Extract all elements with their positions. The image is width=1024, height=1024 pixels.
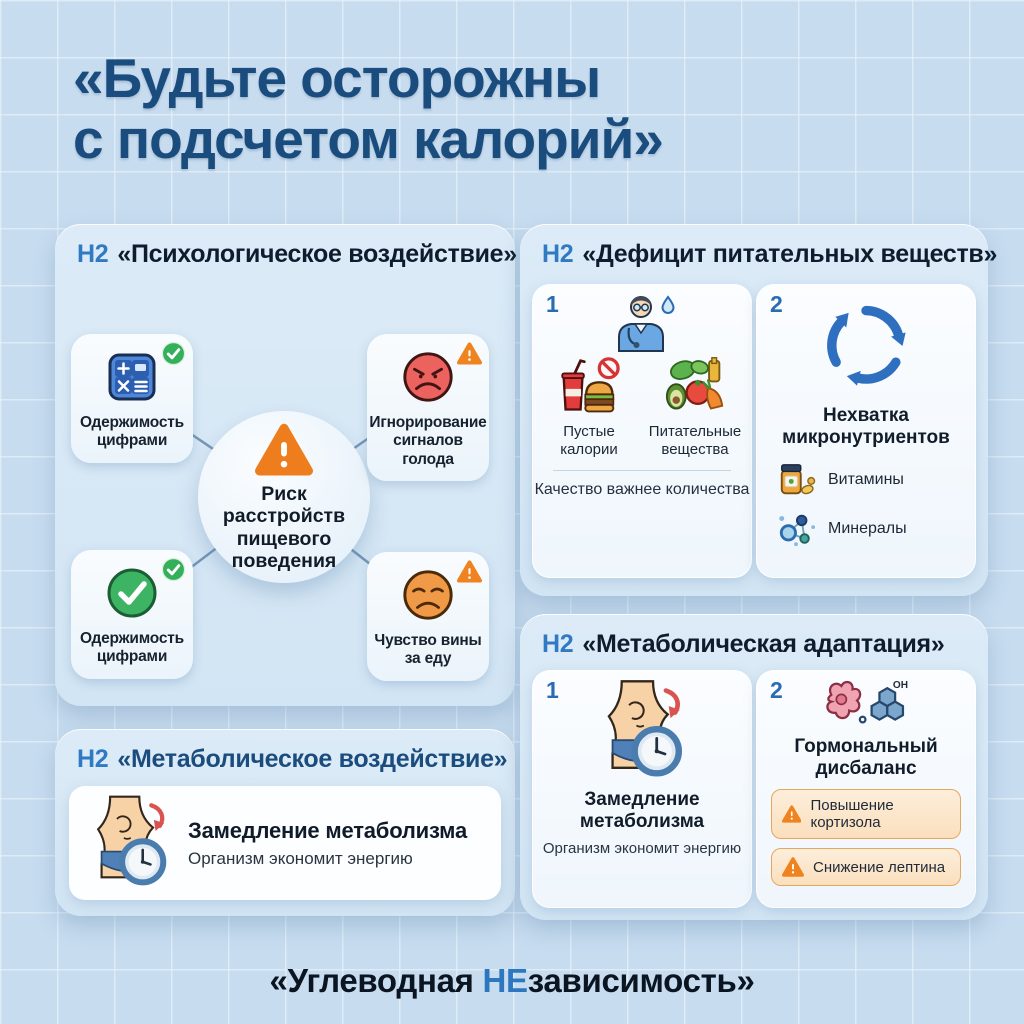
impact-title: Замедление метаболизма xyxy=(188,817,467,843)
micronutrients-title: Нехватка микронутриентов xyxy=(782,405,950,449)
node-label: Игнорирование сигналов голода xyxy=(369,414,487,468)
section-title: «Психологическое воздействие» xyxy=(117,240,517,268)
divider xyxy=(553,470,731,471)
warning-triangle-icon xyxy=(782,803,801,825)
h2-tag: H2 xyxy=(77,745,109,773)
risk-center-node xyxy=(198,411,370,583)
footer-prefix: «Углеводная xyxy=(269,962,483,999)
oh-label: OH xyxy=(892,680,909,692)
calculator-icon xyxy=(106,351,158,403)
node-ignoring-hunger xyxy=(367,334,489,481)
adaptation-card1-title: Замедление метаболизма xyxy=(579,789,705,832)
section-header xyxy=(77,745,507,774)
leptin-warning-pill xyxy=(771,848,961,886)
adaptation-card1-subtitle: Организм экономит энергию xyxy=(542,839,742,857)
card-micronutrients xyxy=(756,284,976,578)
food-label: Питательные вещества xyxy=(648,423,742,458)
card-hormonal-imbalance xyxy=(756,670,976,908)
check-circle-icon xyxy=(104,565,160,621)
cortisol-warning-pill xyxy=(771,789,961,840)
vitamin-bottle-icon xyxy=(775,461,817,499)
quality-note: Качество важнее количества xyxy=(534,481,750,498)
nutrient-list xyxy=(757,449,975,548)
page-title-line1: «Будьте осторожны xyxy=(73,47,601,109)
angry-face-icon xyxy=(400,349,456,405)
risk-label: Риск расстройств пищевого поведения xyxy=(222,483,346,572)
torso-clock-icon xyxy=(86,795,172,891)
warning-label: Снижение лептина xyxy=(813,858,946,876)
food-label: Пустые калории xyxy=(560,423,618,458)
section-metabolic-adaptation xyxy=(520,614,988,920)
hormone-molecule-icon xyxy=(811,677,921,733)
node-food-guilt xyxy=(367,552,489,681)
node-label: Чувство вины за еду xyxy=(374,632,482,668)
node-label: Одержимость цифрами xyxy=(80,414,184,450)
impact-subtitle: Организм экономит энергию xyxy=(188,848,413,868)
node-label: Одержимость цифрами xyxy=(80,630,184,666)
warning-badge-icon xyxy=(457,341,482,366)
section-metabolic-impact xyxy=(55,729,515,916)
h2-tag: H2 xyxy=(542,630,574,658)
card-metabolism-slowdown xyxy=(69,786,501,900)
card-number: 2 xyxy=(770,291,783,317)
section-title: «Метаболическая адаптация» xyxy=(582,630,945,658)
list-item xyxy=(775,461,957,499)
card-number: 1 xyxy=(546,677,559,703)
footer-suffix: зависимость» xyxy=(527,962,755,999)
impact-text xyxy=(188,818,467,869)
hormonal-imbalance-title: Гормональный дисбаланс xyxy=(794,736,938,779)
section-nutrient-deficit xyxy=(520,224,998,596)
cycle-arrows-icon xyxy=(818,297,914,393)
minerals-molecule-icon xyxy=(775,510,817,548)
card-number: 2 xyxy=(770,677,783,703)
node-numbers-obsession-top xyxy=(71,334,193,463)
section-header xyxy=(542,240,997,269)
list-item xyxy=(775,510,957,548)
page-title-line2: с подсчетом калорий» xyxy=(73,107,663,170)
card-food-quality xyxy=(532,284,752,578)
section-header xyxy=(542,630,944,659)
junk-food-icon xyxy=(556,357,622,417)
food-columns xyxy=(533,357,751,459)
card-number: 1 xyxy=(546,291,559,317)
vegetables-icon xyxy=(662,357,728,417)
warning-triangle-icon xyxy=(782,856,804,878)
check-badge-icon xyxy=(161,557,186,582)
footer-brand xyxy=(0,962,1024,1000)
nutrient-label: Витамины xyxy=(828,471,904,489)
section-title: «Дефицит питательных веществ» xyxy=(582,240,998,268)
node-numbers-obsession-bottom xyxy=(71,550,193,679)
check-badge-icon xyxy=(161,341,186,366)
h2-tag: H2 xyxy=(542,240,574,268)
card-metabolism-slowdown-2 xyxy=(532,670,752,908)
warning-label: Повышение кортизола xyxy=(810,796,894,831)
sad-face-icon xyxy=(400,567,456,623)
doctor-icon xyxy=(607,293,677,353)
nutrient-label: Минералы xyxy=(828,520,907,538)
torso-clock-icon xyxy=(596,679,688,783)
warning-badge-icon xyxy=(457,559,482,584)
empty-calories-column xyxy=(538,357,640,459)
page-title xyxy=(73,48,663,169)
warning-triangle-icon xyxy=(254,422,314,480)
nutrients-column xyxy=(644,357,746,459)
h2-tag: H2 xyxy=(77,240,109,268)
section-title: «Метаболическое воздействие» xyxy=(117,745,508,773)
footer-highlight: НЕ xyxy=(482,962,528,999)
section-psychological-impact xyxy=(55,224,515,706)
